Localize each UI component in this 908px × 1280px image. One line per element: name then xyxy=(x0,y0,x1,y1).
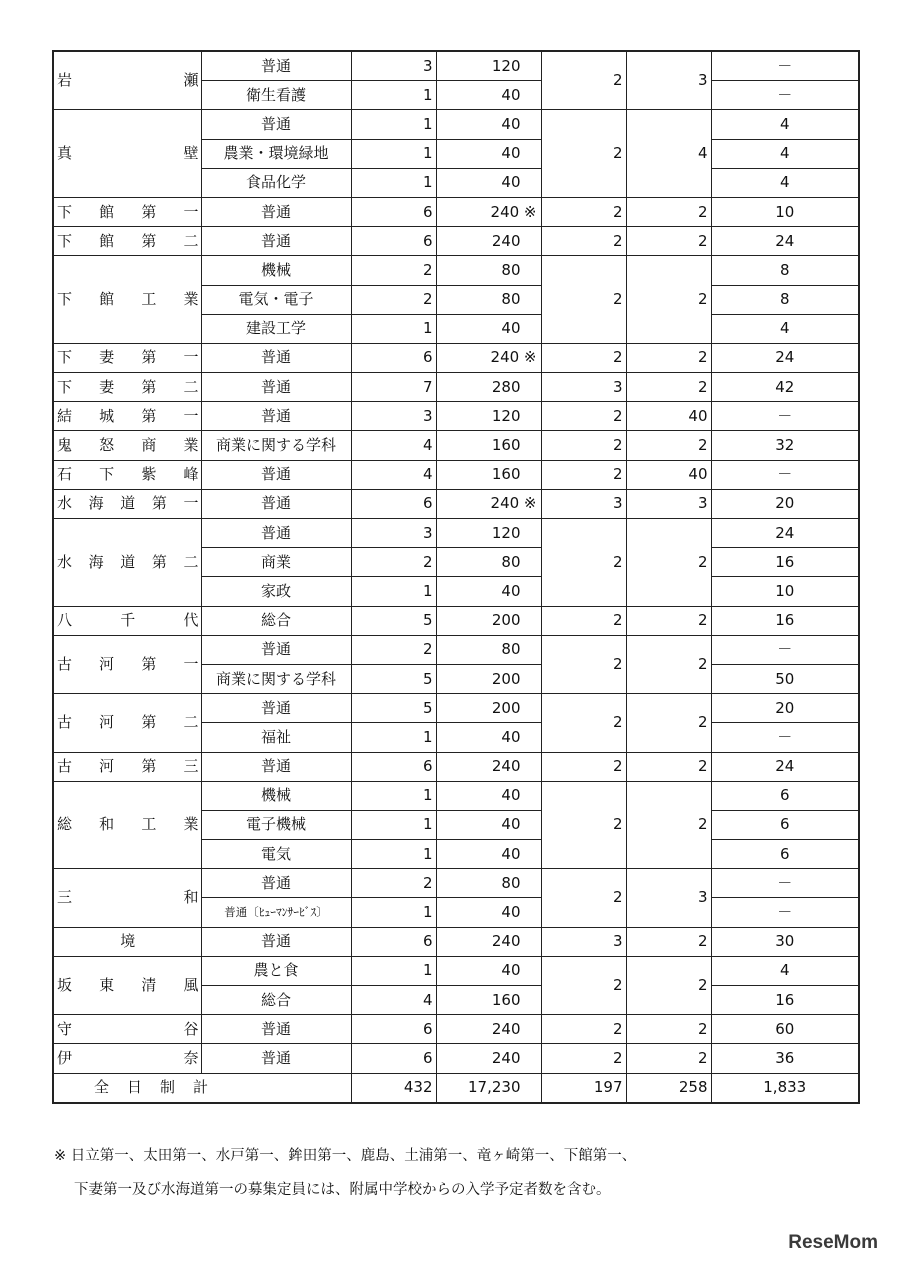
department: 普通 xyxy=(201,197,351,226)
class-count: 1 xyxy=(351,314,436,343)
capacity: 160 xyxy=(436,460,541,489)
class-count: 2 xyxy=(351,256,436,285)
column5-value: 2 xyxy=(541,402,626,431)
column5-value: 2 xyxy=(541,606,626,635)
capacity: 40 xyxy=(436,168,541,197)
class-count: 6 xyxy=(351,489,436,518)
class-count: 4 xyxy=(351,460,436,489)
school-name: 境 xyxy=(53,927,201,956)
capacity: 160 xyxy=(436,986,541,1015)
capacity: 40 xyxy=(436,956,541,985)
column6-value: 40 xyxy=(626,402,711,431)
column7-value: 32 xyxy=(711,431,859,460)
capacity: 80 xyxy=(436,548,541,577)
class-count: 1 xyxy=(351,898,436,927)
department: 商業に関する学科 xyxy=(201,431,351,460)
column5-value: 2 xyxy=(541,781,626,869)
class-count: 1 xyxy=(351,139,436,168)
class-count: 1 xyxy=(351,840,436,869)
column7-value: 8 xyxy=(711,285,859,314)
column5-value: 2 xyxy=(541,519,626,607)
column5-value: 2 xyxy=(541,635,626,693)
school-name: 三和 xyxy=(53,869,201,927)
column6-value: 2 xyxy=(626,1044,711,1073)
department: 普通 xyxy=(201,110,351,139)
class-count: 3 xyxy=(351,519,436,548)
class-count: 2 xyxy=(351,635,436,664)
column5-value: 2 xyxy=(541,956,626,1014)
class-count: 2 xyxy=(351,285,436,314)
capacity: 80 xyxy=(436,256,541,285)
class-count: 6 xyxy=(351,1015,436,1044)
class-count: 6 xyxy=(351,197,436,226)
capacity: 240 ※ xyxy=(436,489,541,518)
school-name: 結城第一 xyxy=(53,402,201,431)
capacity: 200 xyxy=(436,664,541,693)
school-name: 古河第二 xyxy=(53,694,201,752)
table-row xyxy=(53,752,859,781)
column6-value: 2 xyxy=(626,956,711,1014)
department: 建設工学 xyxy=(201,314,351,343)
department: 普通 xyxy=(201,519,351,548)
table-row xyxy=(53,51,859,81)
capacity: 40 xyxy=(436,110,541,139)
table-row xyxy=(53,110,859,139)
table-row xyxy=(53,1044,859,1073)
capacity: 200 xyxy=(436,694,541,723)
column7-value: 20 xyxy=(711,694,859,723)
column5-value: 2 xyxy=(541,256,626,344)
column5-value: 2 xyxy=(541,752,626,781)
column6-value: 2 xyxy=(626,373,711,402)
total-classes: 432 xyxy=(351,1073,436,1103)
class-count: 3 xyxy=(351,402,436,431)
table-row xyxy=(53,606,859,635)
table-row xyxy=(53,694,859,723)
class-count: 2 xyxy=(351,548,436,577)
column6-value: 2 xyxy=(626,227,711,256)
school-name: 古河第三 xyxy=(53,752,201,781)
department: 普通 xyxy=(201,51,351,81)
column7-value: 4 xyxy=(711,168,859,197)
department: 農と食 xyxy=(201,956,351,985)
class-count: 7 xyxy=(351,373,436,402)
department: 機械 xyxy=(201,256,351,285)
column7-value: 16 xyxy=(711,986,859,1015)
department: 普通 xyxy=(201,373,351,402)
class-count: 1 xyxy=(351,723,436,752)
column5-value: 2 xyxy=(541,197,626,226)
capacity: 120 xyxy=(436,51,541,81)
column7-value: － xyxy=(711,898,859,927)
resemom-watermark-logo: ReseMom xyxy=(788,1232,878,1253)
class-count: 6 xyxy=(351,1044,436,1073)
department: 福祉 xyxy=(201,723,351,752)
column6-value: 3 xyxy=(626,51,711,110)
column6-value: 2 xyxy=(626,635,711,693)
school-name: 下妻第二 xyxy=(53,373,201,402)
column7-value: 6 xyxy=(711,810,859,839)
department: 総合 xyxy=(201,606,351,635)
total-row xyxy=(53,1073,859,1103)
column6-value: 2 xyxy=(626,606,711,635)
capacity: 280 xyxy=(436,373,541,402)
department: 機械 xyxy=(201,781,351,810)
column5-value: 2 xyxy=(541,431,626,460)
capacity: 240 xyxy=(436,752,541,781)
department: 家政 xyxy=(201,577,351,606)
school-name: 水海道第二 xyxy=(53,519,201,607)
department: 総合 xyxy=(201,986,351,1015)
school-name: 真壁 xyxy=(53,110,201,198)
column7-value: － xyxy=(711,51,859,81)
column6-value: 2 xyxy=(626,694,711,752)
total-column7: 1,833 xyxy=(711,1073,859,1103)
capacity: 40 xyxy=(436,314,541,343)
column7-value: 50 xyxy=(711,664,859,693)
capacity: 40 xyxy=(436,781,541,810)
school-name: 石下紫峰 xyxy=(53,460,201,489)
class-count: 5 xyxy=(351,606,436,635)
class-count: 1 xyxy=(351,781,436,810)
school-name: 守谷 xyxy=(53,1015,201,1044)
class-count: 4 xyxy=(351,986,436,1015)
column6-value: 4 xyxy=(626,110,711,198)
class-count: 1 xyxy=(351,810,436,839)
table-row xyxy=(53,343,859,372)
total-label: 全日制計 xyxy=(53,1073,351,1103)
column7-value: － xyxy=(711,81,859,110)
column7-value: 24 xyxy=(711,227,859,256)
footnote-line-2: 下妻第一及び水海道第一の募集定員には、附属中学校からの入学予定者数を含む。 xyxy=(74,1182,611,1198)
capacity: 200 xyxy=(436,606,541,635)
column7-value: － xyxy=(711,635,859,664)
class-count: 1 xyxy=(351,110,436,139)
column7-value: 10 xyxy=(711,197,859,226)
capacity: 160 xyxy=(436,431,541,460)
department: 普通 xyxy=(201,752,351,781)
class-count: 2 xyxy=(351,869,436,898)
column6-value: 3 xyxy=(626,489,711,518)
column7-value: 30 xyxy=(711,927,859,956)
table-row xyxy=(53,227,859,256)
column5-value: 2 xyxy=(541,227,626,256)
column7-value: 20 xyxy=(711,489,859,518)
school-name: 岩瀬 xyxy=(53,51,201,110)
department: 農業・環境緑地 xyxy=(201,139,351,168)
column7-value: － xyxy=(711,869,859,898)
column7-value: 16 xyxy=(711,548,859,577)
department: 電気・電子 xyxy=(201,285,351,314)
column5-value: 2 xyxy=(541,343,626,372)
capacity: 240 xyxy=(436,227,541,256)
column7-value: 6 xyxy=(711,840,859,869)
table-row xyxy=(53,781,859,810)
school-name: 下妻第一 xyxy=(53,343,201,372)
capacity: 40 xyxy=(436,898,541,927)
department: 電気 xyxy=(201,840,351,869)
column5-value: 2 xyxy=(541,460,626,489)
department: 普通 xyxy=(201,1015,351,1044)
capacity: 240 xyxy=(436,927,541,956)
column7-value: 24 xyxy=(711,752,859,781)
capacity: 40 xyxy=(436,81,541,110)
column7-value: 60 xyxy=(711,1015,859,1044)
capacity: 40 xyxy=(436,810,541,839)
class-count: 3 xyxy=(351,51,436,81)
school-name: 鬼怒商業 xyxy=(53,431,201,460)
department: 普通 xyxy=(201,343,351,372)
department: 普通〔ﾋｭｰﾏﾝｻｰﾋﾞｽ〕 xyxy=(201,898,351,927)
school-name: 下館工業 xyxy=(53,256,201,344)
table-row xyxy=(53,956,859,985)
capacity: 40 xyxy=(436,840,541,869)
capacity: 80 xyxy=(436,869,541,898)
department: 普通 xyxy=(201,460,351,489)
column7-value: 24 xyxy=(711,519,859,548)
table-row xyxy=(53,489,859,518)
capacity: 240 ※ xyxy=(436,343,541,372)
school-name: 水海道第一 xyxy=(53,489,201,518)
column5-value: 2 xyxy=(541,110,626,198)
column7-value: 10 xyxy=(711,577,859,606)
department: 普通 xyxy=(201,1044,351,1073)
capacity: 240 xyxy=(436,1015,541,1044)
capacity: 240 xyxy=(436,1044,541,1073)
column7-value: 4 xyxy=(711,956,859,985)
table-row xyxy=(53,1015,859,1044)
column6-value: 2 xyxy=(626,927,711,956)
total-capacity: 17,230 xyxy=(436,1073,541,1103)
school-name: 下館第一 xyxy=(53,197,201,226)
capacity: 120 xyxy=(436,402,541,431)
table-row xyxy=(53,519,859,548)
table-row xyxy=(53,635,859,664)
footnote-line-1: ※ 日立第一、太田第一、水戸第一、鉾田第一、鹿島、土浦第一、竜ヶ崎第一、下館第一、 xyxy=(54,1148,637,1164)
department: 衛生看護 xyxy=(201,81,351,110)
table-row xyxy=(53,460,859,489)
table-row xyxy=(53,256,859,285)
class-count: 6 xyxy=(351,227,436,256)
class-count: 1 xyxy=(351,81,436,110)
department: 食品化学 xyxy=(201,168,351,197)
capacity: 40 xyxy=(436,723,541,752)
column7-value: 16 xyxy=(711,606,859,635)
class-count: 1 xyxy=(351,168,436,197)
column5-value: 3 xyxy=(541,373,626,402)
department: 普通 xyxy=(201,869,351,898)
column7-value: 42 xyxy=(711,373,859,402)
table-row xyxy=(53,431,859,460)
column6-value: 2 xyxy=(626,343,711,372)
capacity: 80 xyxy=(436,635,541,664)
column6-value: 2 xyxy=(626,781,711,869)
column6-value: 2 xyxy=(626,197,711,226)
class-count: 1 xyxy=(351,956,436,985)
school-name: 伊奈 xyxy=(53,1044,201,1073)
column7-value: 4 xyxy=(711,139,859,168)
class-count: 6 xyxy=(351,927,436,956)
department: 普通 xyxy=(201,489,351,518)
column7-value: 8 xyxy=(711,256,859,285)
department: 商業 xyxy=(201,548,351,577)
capacity: 40 xyxy=(436,577,541,606)
department: 普通 xyxy=(201,635,351,664)
school-name: 八千代 xyxy=(53,606,201,635)
school-name: 古河第一 xyxy=(53,635,201,693)
class-count: 5 xyxy=(351,664,436,693)
total-column6: 258 xyxy=(626,1073,711,1103)
table-row xyxy=(53,373,859,402)
class-count: 6 xyxy=(351,343,436,372)
school-name: 下館第二 xyxy=(53,227,201,256)
column5-value: 2 xyxy=(541,1044,626,1073)
department: 普通 xyxy=(201,694,351,723)
column5-value: 3 xyxy=(541,489,626,518)
department: 普通 xyxy=(201,227,351,256)
column5-value: 2 xyxy=(541,51,626,110)
column7-value: 4 xyxy=(711,110,859,139)
department: 商業に関する学科 xyxy=(201,664,351,693)
class-count: 1 xyxy=(351,577,436,606)
column7-value: － xyxy=(711,460,859,489)
department: 電子機械 xyxy=(201,810,351,839)
column6-value: 2 xyxy=(626,1015,711,1044)
class-count: 4 xyxy=(351,431,436,460)
column5-value: 2 xyxy=(541,694,626,752)
column5-value: 2 xyxy=(541,1015,626,1044)
capacity: 240 ※ xyxy=(436,197,541,226)
table-row xyxy=(53,402,859,431)
enrollment-table xyxy=(52,50,860,1104)
column7-value: 4 xyxy=(711,314,859,343)
table-row xyxy=(53,927,859,956)
column5-value: 3 xyxy=(541,927,626,956)
column7-value: 6 xyxy=(711,781,859,810)
school-name: 総和工業 xyxy=(53,781,201,869)
column6-value: 2 xyxy=(626,752,711,781)
capacity: 80 xyxy=(436,285,541,314)
column5-value: 2 xyxy=(541,869,626,927)
department: 普通 xyxy=(201,927,351,956)
table-row xyxy=(53,197,859,226)
school-name: 坂東清風 xyxy=(53,956,201,1014)
table-row xyxy=(53,869,859,898)
capacity: 120 xyxy=(436,519,541,548)
column7-value: 36 xyxy=(711,1044,859,1073)
column6-value: 40 xyxy=(626,460,711,489)
column6-value: 2 xyxy=(626,519,711,607)
class-count: 6 xyxy=(351,752,436,781)
column7-value: 24 xyxy=(711,343,859,372)
column6-value: 2 xyxy=(626,431,711,460)
department: 普通 xyxy=(201,402,351,431)
column7-value: － xyxy=(711,402,859,431)
column6-value: 3 xyxy=(626,869,711,927)
capacity: 40 xyxy=(436,139,541,168)
class-count: 5 xyxy=(351,694,436,723)
column7-value: － xyxy=(711,723,859,752)
total-column5: 197 xyxy=(541,1073,626,1103)
column6-value: 2 xyxy=(626,256,711,344)
